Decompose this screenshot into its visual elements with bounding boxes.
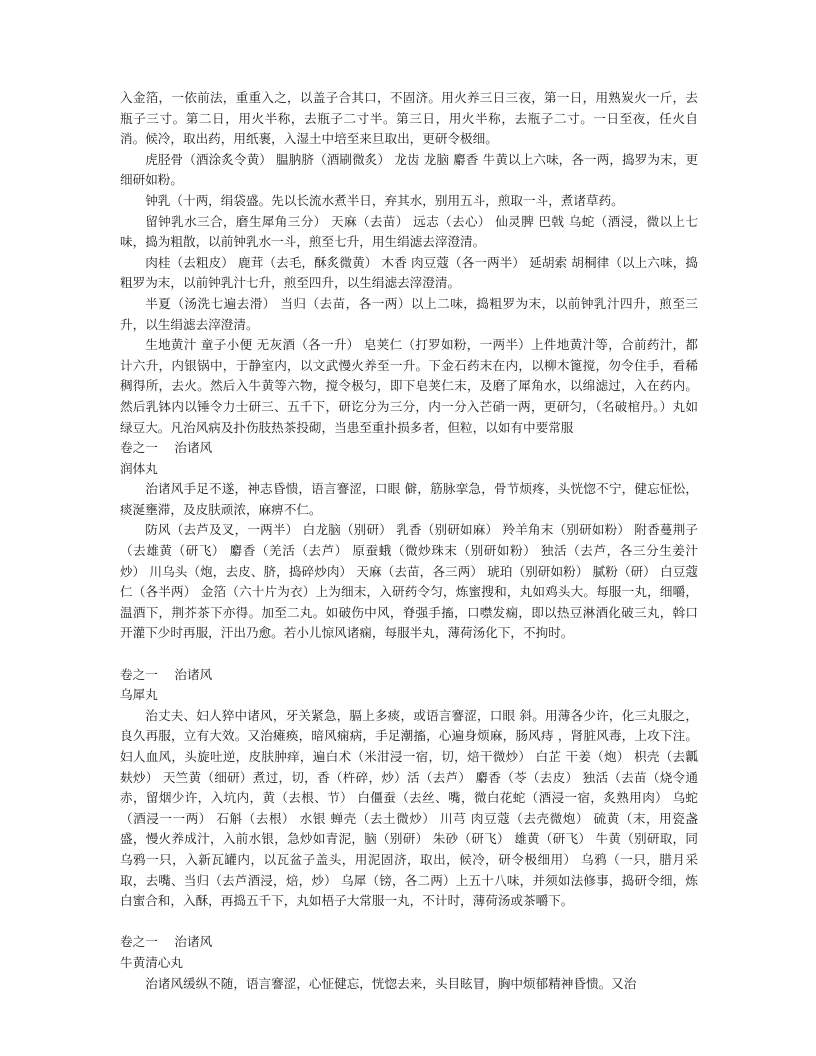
paragraph: 生地黄汁 童子小便 无灰酒（各一升） 皂荚仁（打罗如粉，一两半）上件地黄汁等，合前药汁，都计六升，内银锅中，于静室内，以文武慢火养至一升。下金石药末在内，以柳木篦搅，勿令住手，看稀稠得所，去火。然后入牛黄等六物，搅令极匀，即下皂荚仁末，及磨了犀角水，以绵滤过，入在药内。然后乳钵内以锤令力士研三、五千下，研讫分为三分，内一分入芒硝一两，更研匀，（名破棺丹。）丸如绿豆大。凡治风病及扑伤肢热茶投砌，当患至重扑损多者，但粒，以如有中要常服 xyxy=(120,337,698,435)
recipe-title: 乌犀丸 xyxy=(120,687,158,703)
paragraph: 钟乳（十两，绢袋盛。先以长流水煮半日，弃其水，别用五斗，煎取一斗，煮诸草药。 xyxy=(145,192,624,208)
paragraph: 虎胫骨（酒涂炙令黄） 腽肭脐（酒刷微炙） 龙齿 龙脑 麝香 牛黄以上六味，各一两，捣罗为末，更细研如粉。 xyxy=(120,151,698,188)
spacer xyxy=(120,912,698,933)
paragraph: 留钟乳水三合，磨生犀角三分） 天麻（去苗） 远志（去心） 仙灵脾 巴戟 乌蛇（酒浸，微以上七味，捣为粗散，以前钟乳水一斗，煎至七升，用生绢滤去滓澄清。 xyxy=(120,213,698,250)
paragraph: 防风（去芦及叉，一两半） 白龙脑（别研） 乳香（别研如麻） 羚羊角末（别研如粉） 附香蔓荆子（去雄黄（研飞） 麝香（羌活（去芦） 原蚕蛾（微炒珠末（别研如粉） 独活（去芦，各三分生姜汁炒） 川乌头（炮，去皮、脐，捣碎炒肉） 天麻（去苗，各三两） 琥珀（别研如粉） 腻粉（研） 白豆蔻仁（各半两） 金箔（六十片为衣）上为细末，入研药令匀，炼蜜搜和，丸如鸡头大。每服一丸，细嚼，温酒下，荆芥茶下亦得。加至二丸。如破伤中风，脊强手搐，口噤发痫，即以热豆淋酒化破三丸，斡口开灌下少时再服，汗出乃愈。若小儿惊风诸痫，每服半丸，薄荷汤化下，不拘时。 xyxy=(120,522,698,641)
document-page xyxy=(120,88,698,994)
section-heading: 卷之一 治诸风 xyxy=(120,666,213,682)
paragraph: 入金箔，一依前法，重重入之，以盖子合其口，不固济。用火养三日三夜，第一日，用熟炭火一斤，去瓶子三寸。第二日，用火半称，去瓶子二寸半。第三日，用火半称，去瓶子二寸。一日至夜，任火自消。候冷，取出药，用纸裹，入湿土中培至来旦取出，更研令极细。 xyxy=(120,90,698,147)
spacer xyxy=(120,644,698,665)
paragraph: 治诸风缓纵不随，语言謇涩，心怔健忘，恍惚去来，头目眩冒，胸中烦郁精神昏愦。又治 xyxy=(145,975,637,991)
paragraph: 肉桂（去粗皮） 鹿茸（去毛，酥炙微黄） 木香 肉豆蔻（各一两半） 延胡索 胡桐律（以上六味，捣粗罗为末，以前钟乳汁七升，煎至四升，以生绢滤去滓澄清。 xyxy=(120,254,698,291)
paragraph: 治诸风手足不遂，神志昏愦，语言謇涩，口眼 僻，筋脉挛急，骨节烦疼，头恍惚不宁，健忘怔忪，痰涎壅滞，及皮肤顽浓，麻痹不仁。 xyxy=(120,481,698,517)
paragraph: 治丈夫、妇人猝中诸风，牙关紧急，膈上多痰，或语言謇涩，口眼 斜。用薄各少许，化三丸服之，良久再服，立有大效。又治瘫痪，暗风痫病，手足潮搐，心遍身烦麻，肠风痔 ，肾脏风毒，上攻下注。妇人血风，头旋吐逆，皮肤肿痒，遍白术（米泔浸一宿，切，焙干微炒） 白芷 干姜（炮） 枳壳（去瓤麸炒） 天竺黄（细研）煮过，切，香（杵碎，炒）活（去芦） 麝香（苓（去皮） 独活（去苗（烧令通赤，留烟少许，入坑内，黄（去根、节） 白僵蚕（去丝、嘴，微白花蛇（酒浸一宿，炙熟用肉） 乌蛇（酒浸一一两） 石斛（去根） 水银 蝉壳（去土微炒） 川芎 肉豆蔻（去壳微炮） 硫黄（末，用瓷盏盛，慢火养成汁，入前水银，急炒如青泥，脑（别研） 朱砂（研飞） 雄黄（研飞） 牛黄（别研取，同乌鸦一只，入新瓦罐内，以瓦盆子盖头，用泥固济，取出，候冷，研令极细用） 乌鸦（一只，腊月采取，去嘴、当归（去芦酒浸，焙，炒） 乌犀（镑，各二两）上五十八味，并须如法修事，捣研令细，炼白蜜合和，入酥，再捣五千下，丸如梧子大常服一丸，不计时，薄荷汤或茶嚼下。 xyxy=(120,707,698,909)
section-heading: 卷之一 治诸风 xyxy=(120,934,213,950)
paragraph: 半夏（汤洗七遍去滑） 当归（去苗，各一两）以上二味，捣粗罗为末，以前钟乳汁四升，煎至三升，以生绢滤去滓澄清。 xyxy=(120,295,698,332)
recipe-title: 润体丸 xyxy=(120,460,158,476)
recipe-title: 牛黄清心丸 xyxy=(120,954,183,970)
section-heading: 卷之一 治诸风 xyxy=(120,440,213,456)
